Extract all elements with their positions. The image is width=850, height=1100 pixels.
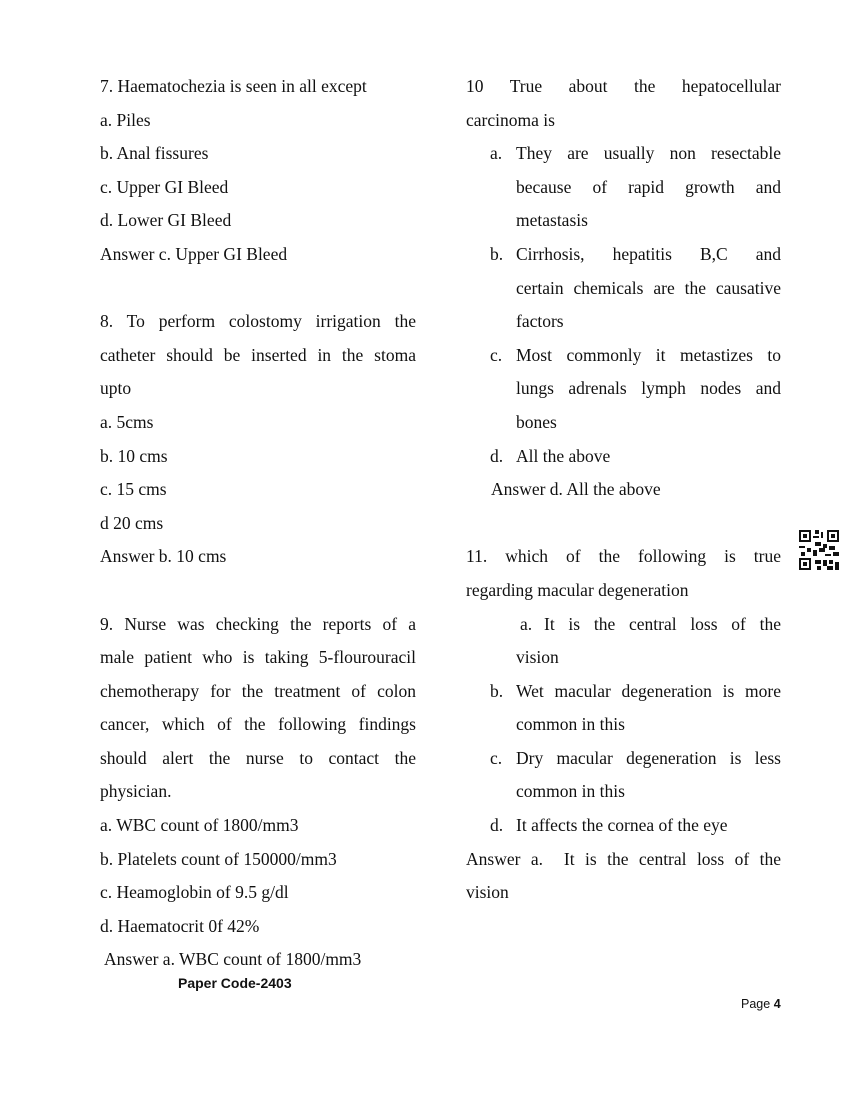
q9-answer: Answer a. WBC count of 1800/mm3: [104, 949, 362, 970]
qr-code-icon: [799, 530, 839, 570]
q10-question-line: carcinoma is: [466, 109, 555, 130]
q11-question-line: 11. which of the following is true: [466, 546, 781, 567]
q8-option-b: b. 10 cms: [100, 445, 168, 466]
option-text-line: Wet macular degeneration is more: [516, 680, 781, 701]
q11-option-b: [466, 675, 781, 742]
q9-option-b: b. Platelets count of 150000/mm3: [100, 848, 337, 869]
q7-answer: Answer c. Upper GI Bleed: [100, 243, 288, 264]
option-text-line: common in this: [516, 714, 625, 735]
q7-option-a: a. Piles: [100, 109, 151, 130]
q8-question-line: 8. To perform colostomy irrigation the: [100, 311, 416, 332]
q10-question-line: 10 True about the hepatocellular: [466, 76, 781, 96]
page-label: Page: [741, 997, 771, 1011]
q9-question-line: male patient who is taking 5-flourouracil: [100, 647, 416, 668]
option-text-line: It affects the cornea of the eye: [516, 815, 728, 836]
option-text-line: lungs adrenals lymph nodes and: [516, 378, 781, 399]
q8-answer: Answer b. 10 cms: [100, 546, 227, 567]
q11-answer-line: Answer a. It is the central loss of the: [466, 848, 781, 869]
q9-question-line: physician.: [100, 781, 172, 802]
q7-question: 7. Haematochezia is seen in all except: [100, 76, 367, 96]
option-text-line: Most commonly it metastizes to: [516, 344, 781, 365]
q7-option-d: d. Lower GI Bleed: [100, 210, 232, 231]
q7-option-c: c. Upper GI Bleed: [100, 176, 229, 197]
left-column: [100, 70, 416, 977]
q9-option-d: d. Haematocrit 0f 42%: [100, 915, 260, 936]
q9-option-a: a. WBC count of 1800/mm3: [100, 815, 299, 836]
q8-option-c: c. 15 cms: [100, 479, 167, 500]
right-column: [466, 70, 781, 910]
option-text-line: common in this: [516, 781, 625, 802]
option-text-line: They are usually non resectable: [516, 143, 781, 164]
page-number: 4: [773, 997, 781, 1011]
q11-option-c: [466, 742, 781, 809]
q10-option-d: [466, 440, 781, 474]
option-text-line: certain chemicals are the causative: [516, 277, 781, 298]
q9-question-line: should alert the nurse to contact the: [100, 747, 416, 768]
option-label: a.: [490, 143, 503, 164]
q9-question-line: chemotherapy for the treatment of colon: [100, 680, 416, 701]
option-label: c.: [490, 747, 503, 768]
q7-option-b: b. Anal fissures: [100, 143, 209, 164]
paper-code: Paper Code-2403: [178, 975, 292, 991]
q8-option-a: a. 5cms: [100, 411, 154, 432]
page-number-label: [741, 997, 781, 1011]
q11-option-d: [466, 809, 781, 843]
option-label: a.: [520, 613, 533, 634]
option-text-line: Dry macular degeneration is less: [516, 747, 781, 768]
option-text-line: bones: [516, 411, 557, 432]
q10-answer: Answer d. All the above: [491, 479, 661, 500]
q8-question-line: upto: [100, 378, 132, 399]
q11-answer-line: vision: [466, 882, 509, 903]
q8-question-line: catheter should be inserted in the stoma: [100, 344, 416, 365]
option-label: c.: [490, 344, 503, 365]
q10-option-a: [466, 137, 781, 238]
q8-option-d: d 20 cms: [100, 512, 164, 533]
q9-question-line: cancer, which of the following findings: [100, 714, 416, 735]
q10-option-b: [466, 238, 781, 339]
q11-option-a: [466, 608, 781, 675]
option-text-line: factors: [516, 311, 564, 332]
q11-question-line: regarding macular degeneration: [466, 579, 689, 600]
q10-option-c: [466, 339, 781, 440]
option-text-line: All the above: [516, 445, 611, 466]
option-text-line: metastasis: [516, 210, 588, 231]
option-label: b.: [490, 243, 504, 264]
option-text-line: vision: [516, 647, 559, 668]
option-text-line: because of rapid growth and: [516, 176, 781, 197]
q9-question-line: 9. Nurse was checking the reports of a: [100, 613, 416, 634]
option-label: d.: [490, 445, 504, 466]
option-label: b.: [490, 680, 504, 701]
option-text-line: Cirrhosis, hepatitis B,C and: [516, 243, 781, 264]
q9-option-c: c. Heamoglobin of 9.5 g/dl: [100, 882, 289, 903]
option-label: d.: [490, 815, 504, 836]
option-text-line: It is the central loss of the: [544, 613, 781, 634]
